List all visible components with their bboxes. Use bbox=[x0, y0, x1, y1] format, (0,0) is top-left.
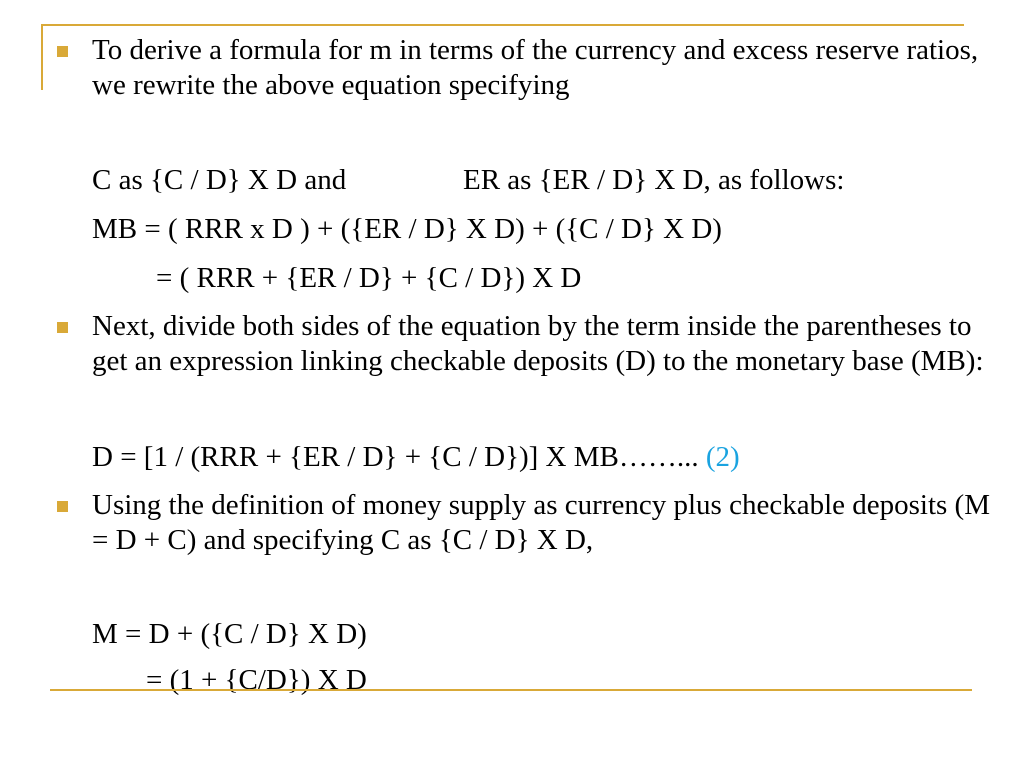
bullet-item-2 bbox=[92, 309, 997, 379]
bullet-square-icon bbox=[57, 322, 68, 333]
mb-equation-line-2: = ( RRR + {ER / D} + {C / D}) X D bbox=[156, 262, 582, 294]
m-equation-line-2: = (1 + {C/D}) X D bbox=[146, 664, 367, 696]
m-equation-line-1: M = D + ({C / D} X D) bbox=[92, 618, 367, 650]
bullet-text-1: To derive a formula for m in terms of the currency and excess reserve ratios, we rewrite the above equation specifying bbox=[92, 34, 979, 101]
d-equation-text: D = [1 / (RRR + {ER / D} + {C / D})] X MB……... bbox=[92, 441, 699, 473]
bullet-square-icon bbox=[57, 501, 68, 512]
bullet-item-3 bbox=[92, 488, 997, 558]
d-equation-line bbox=[92, 440, 740, 475]
bullet-square-icon bbox=[57, 46, 68, 57]
bullet-item-1 bbox=[92, 33, 997, 103]
bullet-text-2: Next, divide both sides of the equation by the term inside the parentheses to get an expression linking checkable deposits (D) to the monetary base (MB): bbox=[92, 310, 984, 377]
c-as-line: C as {C / D} X D and bbox=[92, 164, 347, 196]
bottom-rule bbox=[50, 689, 972, 691]
bullet-text-3: Using the definition of money supply as currency plus checkable deposits (M = D + C) and specifying C as {C / D} X D, bbox=[92, 489, 990, 556]
er-as-line: ER as {ER / D} X D, as follows: bbox=[463, 164, 845, 196]
equation-number: (2) bbox=[705, 441, 740, 473]
mb-equation-line-1: MB = ( RRR x D ) + ({ER / D} X D) + ({C / D} X D) bbox=[92, 213, 722, 245]
